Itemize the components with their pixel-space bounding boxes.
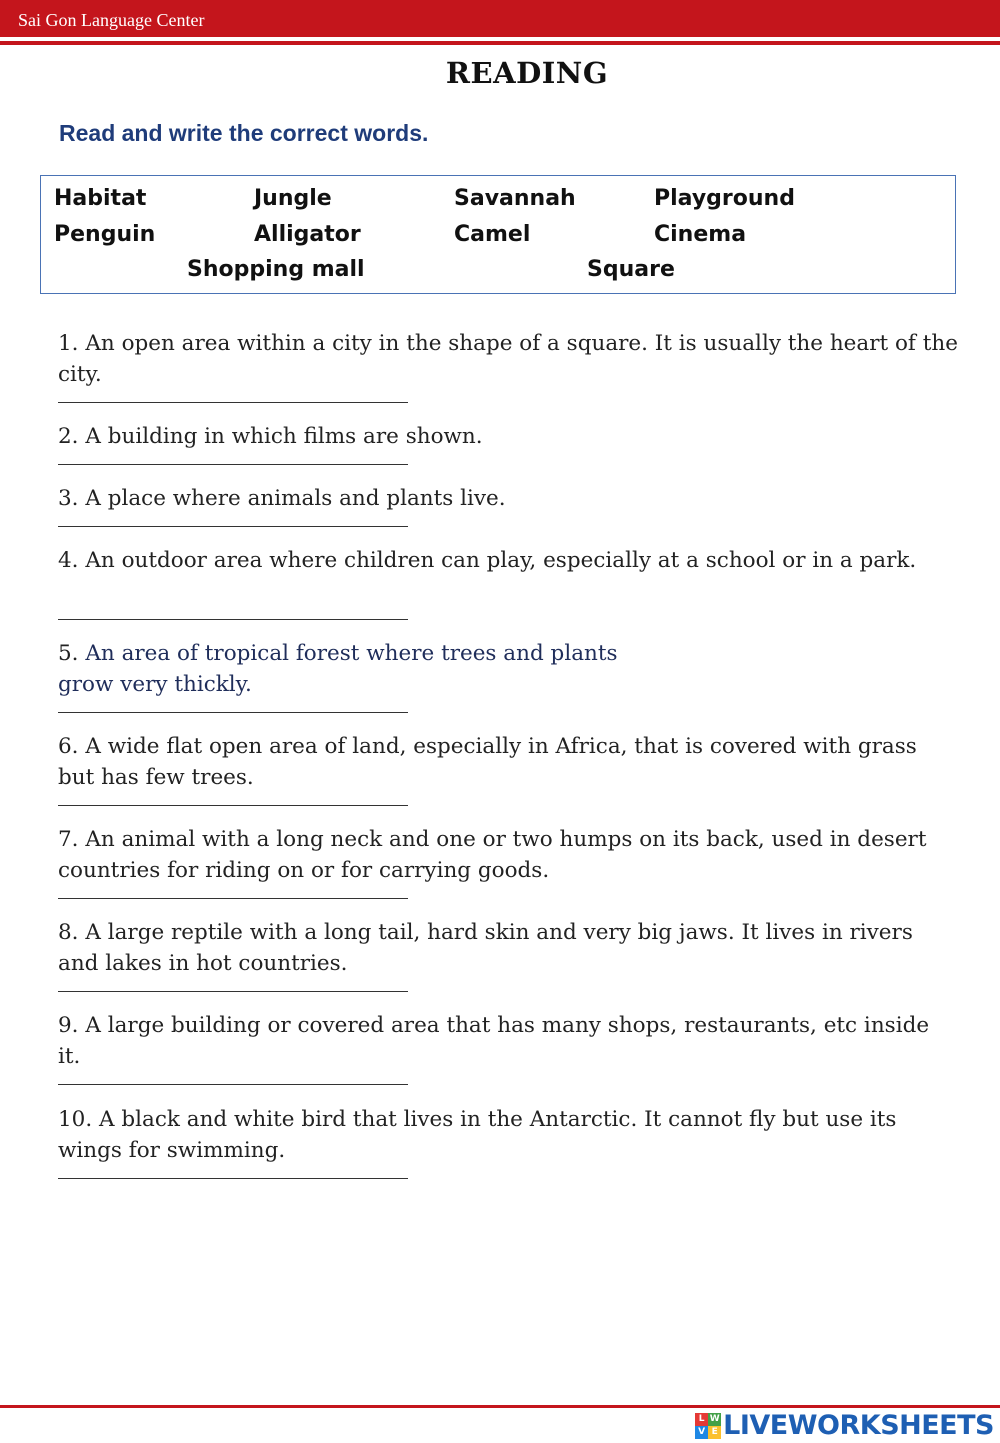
question-number: 6. (58, 734, 79, 759)
question-1 (58, 328, 958, 390)
question-number: 4. (58, 548, 79, 573)
question-number: 8. (58, 920, 79, 945)
question-text-continued: grow very thickly. (58, 672, 252, 697)
answer-field-6[interactable] (58, 805, 408, 806)
question-text: An open area within a city in the shape of a square. It is usually the heart of the city. (58, 331, 958, 387)
answer-field-9[interactable] (58, 1084, 408, 1085)
header-divider (0, 41, 1000, 45)
question-text: A building in which films are shown. (85, 424, 483, 449)
logo-tile: W (709, 1413, 720, 1424)
word-bank-item: Habitat (54, 186, 147, 211)
word-bank-item: Playground (654, 186, 795, 211)
footer-divider (0, 1405, 1000, 1408)
question-number: 2. (58, 424, 79, 449)
answer-field-10[interactable] (58, 1178, 408, 1179)
question-3 (58, 483, 958, 514)
question-7 (58, 824, 958, 886)
logo-text: LIVEWORKSHEETS (723, 1410, 994, 1441)
question-text: A place where animals and plants live. (85, 486, 506, 511)
answer-field-2[interactable] (58, 464, 408, 465)
question-number: 9. (58, 1013, 79, 1038)
word-bank-item: Square (587, 257, 675, 282)
question-6 (58, 731, 958, 793)
header-bar (0, 0, 1000, 37)
instruction-text: Read and write the correct words. (59, 120, 429, 146)
question-text: A large reptile with a long tail, hard skin and very big jaws. It lives in rivers and lakes in hot countries. (58, 920, 913, 976)
liveworksheets-logo-icon (695, 1413, 721, 1439)
answer-field-8[interactable] (58, 991, 408, 992)
word-bank (40, 175, 956, 294)
word-bank-item: Shopping mall (187, 257, 365, 282)
logo-tile: L (695, 1413, 708, 1426)
question-number: 5. (58, 641, 79, 666)
word-bank-item: Savannah (454, 186, 576, 211)
word-bank-item: Cinema (654, 222, 747, 247)
question-text: An area of tropical forest where trees and plants (85, 641, 618, 666)
question-9 (58, 1010, 958, 1072)
answer-field-1[interactable] (58, 402, 408, 403)
center-name: Sai Gon Language Center (18, 10, 205, 30)
question-number: 3. (58, 486, 79, 511)
question-number: 7. (58, 827, 79, 852)
liveworksheets-logo (695, 1412, 994, 1439)
question-number: 1. (58, 331, 79, 356)
question-text: A black and white bird that lives in the Antarctic. It cannot fly but use its wings for swimming. (58, 1107, 897, 1163)
word-bank-item: Alligator (254, 222, 361, 247)
answer-field-7[interactable] (58, 898, 408, 899)
answer-field-4[interactable] (58, 619, 408, 620)
question-number: 10. (58, 1107, 93, 1132)
question-10 (58, 1104, 958, 1166)
question-2 (58, 421, 958, 452)
word-bank-item: Camel (454, 222, 531, 247)
question-text: An outdoor area where children can play, especially at a school or in a park. (85, 548, 917, 573)
question-text: A wide flat open area of land, especially in Africa, that is covered with grass but has few trees. (58, 734, 917, 790)
question-5 (58, 638, 958, 700)
logo-tile: V (695, 1426, 708, 1439)
question-text: A large building or covered area that has many shops, restaurants, etc inside it. (58, 1013, 930, 1069)
word-bank-item: Penguin (54, 222, 156, 247)
question-text: An animal with a long neck and one or two humps on its back, used in desert countries for riding on or for carrying goods. (58, 827, 927, 883)
answer-field-3[interactable] (58, 526, 408, 527)
question-4 (58, 545, 958, 576)
question-8 (58, 917, 958, 979)
answer-field-5[interactable] (58, 712, 408, 713)
page-title: READING (445, 56, 609, 90)
logo-tile: E (708, 1426, 721, 1439)
word-bank-item: Jungle (254, 186, 332, 211)
